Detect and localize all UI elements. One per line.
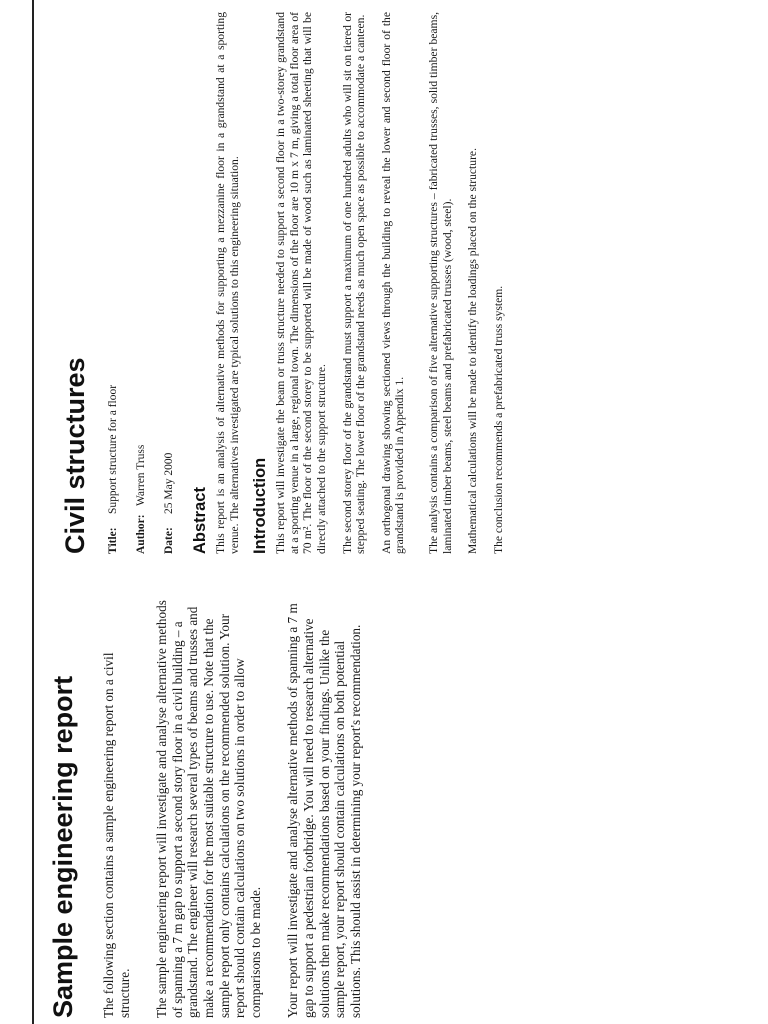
introduction-heading: Introduction	[251, 457, 270, 554]
report-title-row	[107, 12, 119, 554]
report-title: Civil structures	[60, 357, 90, 554]
author-label: Author:	[135, 514, 147, 554]
introduction-paragraph-2: The second storey floor of the grandstand must support a maximum of one hundred adults who will sit on tiered or stepped seating. The lower floor of the grandstand needs as much open space as possible to accommodate a canteen.	[340, 12, 368, 554]
introduction-paragraph-3: An orthogonal drawing showing sectioned views through the building to reveal the lower and second floor of the grandstand is provided in Appendix 1.	[379, 12, 407, 554]
sample-report	[60, 12, 517, 554]
title-label: Title:	[107, 527, 119, 554]
introduction-paragraph-5: Mathematical calculations will be made to identify the loadings placed on the structure.	[466, 148, 480, 554]
introduction-paragraph-4: The analysis contains a comparison of five alternative supporting structures – fabricated trusses, solid timber beams, laminated timber beams, steel beams and prefabricated trusses (wood, steel).	[426, 12, 454, 554]
abstract-heading: Abstract	[191, 487, 209, 554]
guide-title: Sample engineering report	[48, 675, 78, 1018]
date-value: 25 May 2000	[163, 452, 175, 514]
date-label: Date:	[163, 527, 175, 554]
guide-paragraph-1: The sample engineering report will investigate and analyse alternative methods of spanning a 7 m gap to support a second story floor in a civil building – a grandstand. The engineer will research several types of beams and trusses and make a recommendation for the most suitable structure to use. Note that the sample report only contains calculations on the recommended solution. Your report should contain calculations on two solutions in order to allow comparisons to be made.	[154, 600, 263, 1018]
guide-paragraph-2: Your report will investigate and analyse alternative methods of spanning a 7 m gap to support a pedestrian footbridge. You will need to research alternative solutions then make recommendations based on your findings. Unlike the sample report, your report should contain calculations on both potential solutions. This should assist in determining your report's recommendation.	[285, 603, 363, 1018]
author-value: Warren Truss	[135, 444, 147, 506]
report-date-row	[163, 12, 175, 554]
introduction-paragraph-6: The conclusion recommends a prefabricated truss system.	[491, 285, 505, 554]
abstract-text: This report is an analysis of alternative methods for supporting a mezzanine floor in a grandstand at a sporting venue. The alternatives investigated are typical solutions to this engineering situation.	[214, 12, 241, 554]
introduction-paragraph-1: This report will investigate the beam or truss structure needed to support a second floor in a two-storey grandstand at a sporting venue in a large, regional town. The dimensions of the floor are 10 m x 7 m, giving a total floor area of 70 m². The floor of the second storey to be supported will be made of wood such as laminated sheeting that will be directly attached to the support structure.	[274, 12, 328, 554]
guide-intro: The following section contains a sample engineering report on a civil structure.	[101, 652, 132, 1018]
title-value: Support structure for a floor	[107, 384, 119, 514]
report-author-row	[135, 12, 147, 554]
